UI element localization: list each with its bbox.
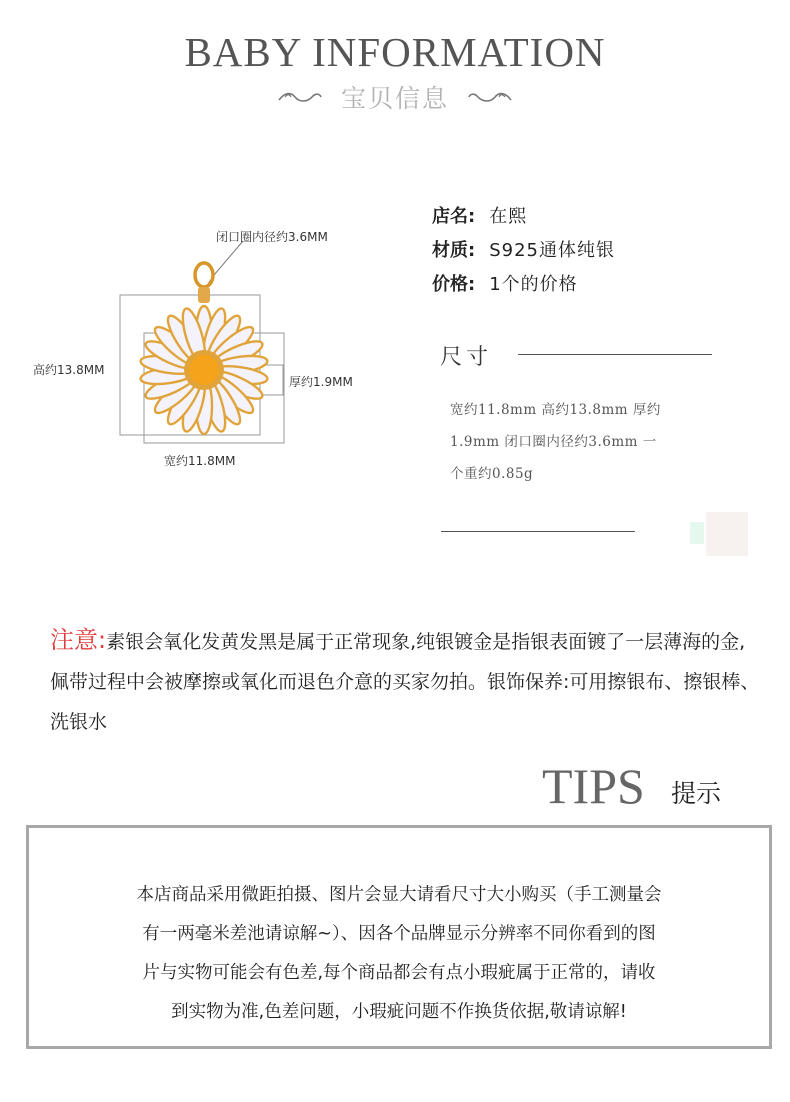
info-key: 价格: [432, 274, 476, 295]
info-row-material [432, 236, 615, 262]
info-row-shop [432, 202, 527, 228]
size-heading: 尺寸 [440, 345, 493, 370]
jump-ring-icon [195, 263, 213, 287]
product-figure [20, 215, 380, 475]
tips-line: 到实物为准,色差问题，小瑕疵问题不作换货依据,敬请谅解! [171, 1002, 627, 1022]
page-title: BABY INFORMATION [184, 29, 606, 75]
size-bottom-divider [441, 531, 635, 532]
tips-subheading: 提示 [671, 779, 722, 808]
notice-label: 注意: [50, 626, 107, 654]
tips-text [64, 876, 734, 1032]
thickness-label: 厚约1.9MM [289, 375, 353, 389]
tips-line: 有一两毫米差池请谅解~）、因各个品牌显示分辨率不同你看到的图 [142, 924, 656, 944]
size-line: 宽约11.8mm 高约13.8mm 厚约 [450, 402, 661, 418]
daisy-petals-icon [140, 306, 269, 434]
size-line: 1.9mm 闭口圈内径约3.6mm 一 [450, 434, 657, 450]
care-notice [50, 620, 760, 742]
size-divider [518, 354, 712, 355]
daisy-pendant-diagram [20, 215, 380, 475]
info-value: S925通体纯银 [489, 240, 615, 261]
page-subtitle: 宝贝信息 [340, 84, 449, 113]
size-description [450, 394, 712, 490]
decorative-block [690, 522, 704, 544]
tips-heading: TIPS [542, 758, 645, 814]
size-line: 个重约0.85g [450, 466, 534, 482]
info-row-price [432, 270, 578, 296]
flower-center [189, 355, 219, 385]
left-swirl-ornament-icon [277, 90, 323, 104]
info-key: 店名: [432, 206, 476, 227]
ring-diameter-label: 闭口圈内径约3.6MM [216, 230, 328, 244]
info-value: 1个的价格 [489, 274, 578, 295]
tips-line: 本店商品采用微距拍摄、图片会显大请看尺寸大小购买（手工测量会 [136, 885, 662, 905]
decorative-block [706, 512, 748, 556]
tips-box [26, 825, 772, 1049]
notice-text: 素银会氧化发黄发黑是属于正常现象,纯银镀金是指银表面镀了一层薄海的金,佩带过程中会被摩擦或氧化而退色介意的买家勿拍。银饰保养:可用擦银布、擦银棒、洗银水 [50, 631, 760, 733]
height-label: 高约13.8MM [33, 363, 105, 377]
subtitle-row [0, 80, 790, 114]
info-value: 在熙 [489, 206, 528, 227]
tips-line: 片与实物可能会有色差,每个商品都会有点小瑕疵属于正常的，请收 [142, 963, 656, 983]
width-label: 宽约11.8MM [164, 454, 236, 468]
info-key: 材质: [432, 240, 476, 261]
right-swirl-ornament-icon [467, 90, 513, 104]
bail-icon [198, 287, 210, 303]
